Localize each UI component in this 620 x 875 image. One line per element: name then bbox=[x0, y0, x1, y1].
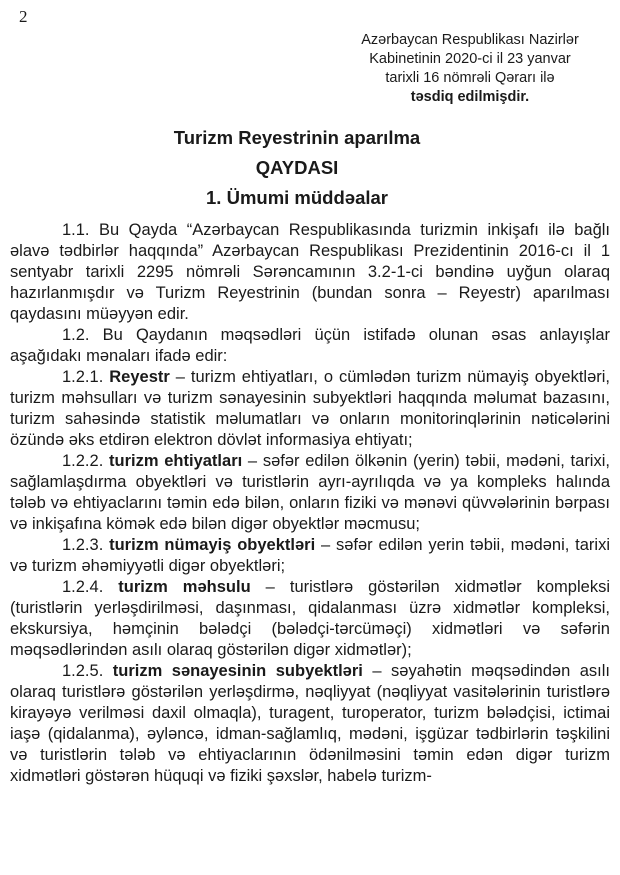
page-number: 2 bbox=[19, 7, 28, 26]
paragraph-text: – turizm ehtiyatları, o cümlədən turizm nümayiş obyektləri, turizm məhsulları və turizm sənayesinin subyektləri haqqında məlumat bazasını, turizm sahəsində statistik məlumatları və onların monitorinqlərinin nəticələrini özündə əks etdirən elektron dövlət informasiya ehtiyatı; bbox=[10, 368, 610, 449]
paragraph-1-2-1 bbox=[10, 367, 610, 451]
paragraph-text: Bu Qayda “Azərbaycan Respublikasında turizmin inkişafı ilə bağlı əlavə tədbirlər haqqında” Azərbaycan Respublikası Prezidentinin 2016-cı il 1 sentyabr tarixli 2295 nömrəli Sərəncamının 3.2-1-ci bəndinə uyğun olaraq hazırlanmışdır və Turizm Reyestrinin (bundan sonra – Reyestr) aparılması qaydasını müəyyən edir. bbox=[10, 221, 611, 323]
paragraph-number: 1.2. bbox=[62, 326, 103, 344]
paragraph-term: turizm nümayiş obyektləri bbox=[109, 536, 316, 554]
paragraph-number: 1.2.5. bbox=[62, 662, 113, 680]
paragraph-text: – turistlərə göstərilən xidmətlər kompleksi (turistlərin yerləşdirilməsi, daşınması, qidalanması üzrə xidmətlər kompleksi, ekskursiya, həmçinin bələdçi (bələdçi-tərcüməçi) xidmətləri və səfərin məqsədlərindən asılı olaraq göstərilən digər xidmətlər); bbox=[10, 578, 610, 659]
approval-line: Azərbaycan Respublikası Nazirlər bbox=[361, 32, 579, 48]
paragraph-1-2 bbox=[10, 325, 610, 367]
approval-block bbox=[340, 31, 600, 107]
paragraph-term: turizm məhsulu bbox=[118, 578, 251, 596]
paragraph-1-2-4 bbox=[10, 577, 610, 661]
paragraph-1-2-3 bbox=[10, 535, 610, 577]
paragraph-1-1 bbox=[10, 220, 610, 325]
paragraph-text: – səfər edilən ölkənin (yerin) təbii, mədəni, tarixi, sağlamlaşdırma obyektləri və turistlərin ayrı-ayrılıqda və ya kompleks halında tələb və ehtiyaclarını təmin edə bilən, onların fiziki və mənəvi qüvvələrinin bərpası və inkişafına kömək edə bilən digər obyektlər məcmusu; bbox=[10, 452, 610, 533]
headings-block bbox=[0, 127, 594, 208]
document-title-line2: QAYDASI bbox=[255, 157, 339, 178]
section-heading: 1. Ümumi müddəalar bbox=[206, 187, 388, 208]
approval-bold-line: təsdiq edilmişdir. bbox=[410, 89, 530, 105]
document-title-line1: Turizm Reyestrinin aparılma bbox=[173, 127, 421, 148]
approval-line: tarixli 16 nömrəli Qərarı ilə bbox=[385, 70, 555, 86]
approval-line: Kabinetinin 2020-ci il 23 yanvar bbox=[369, 51, 571, 67]
paragraph-number: 1.2.2. bbox=[62, 452, 110, 470]
paragraph-1-2-5 bbox=[10, 661, 610, 787]
paragraph-term: turizm sənayesinin subyektləri bbox=[112, 662, 363, 680]
paragraph-text: – səyahətin məqsədindən asılı olaraq turistlərə göstərilən yerləşdirmə, nəqliyyat (nəqliyyat vasitələrinin turistlərə kirayəyə verilməsi daxil olmaqla), turagent, turoperator, turizm bələdçisi, ictimai iaşə (qidalanma), əyləncə, idman-sağlamlıq, mədəni, işgüzar tədbirlərin təşkilini və turistlərin tələb və ehtiyaclarının ödənilməsini təmin edən digər turizm xidmətləri göstərən hüquqi və fiziki şəxslər, habelə turizm- bbox=[10, 662, 610, 785]
paragraph-number: 1.2.1. bbox=[62, 368, 110, 386]
paragraph-text: – səfər edilən yerin təbii, mədəni, tarixi və turizm əhəmiyyətli digər obyektləri; bbox=[10, 536, 610, 575]
paragraph-1-2-2 bbox=[10, 451, 610, 535]
paragraph-number: 1.1. bbox=[62, 221, 99, 239]
paragraph-term: Reyestr bbox=[109, 368, 170, 386]
paragraph-term: turizm ehtiyatları bbox=[109, 452, 243, 470]
document-body bbox=[10, 220, 610, 787]
paragraph-number: 1.2.4. bbox=[62, 578, 119, 596]
paragraph-text: Bu Qaydanın məqsədləri üçün istifadə olunan əsas anlayışlar aşağıdakı mənaları ifadə edir: bbox=[10, 326, 611, 365]
paragraph-number: 1.2.3. bbox=[62, 536, 110, 554]
